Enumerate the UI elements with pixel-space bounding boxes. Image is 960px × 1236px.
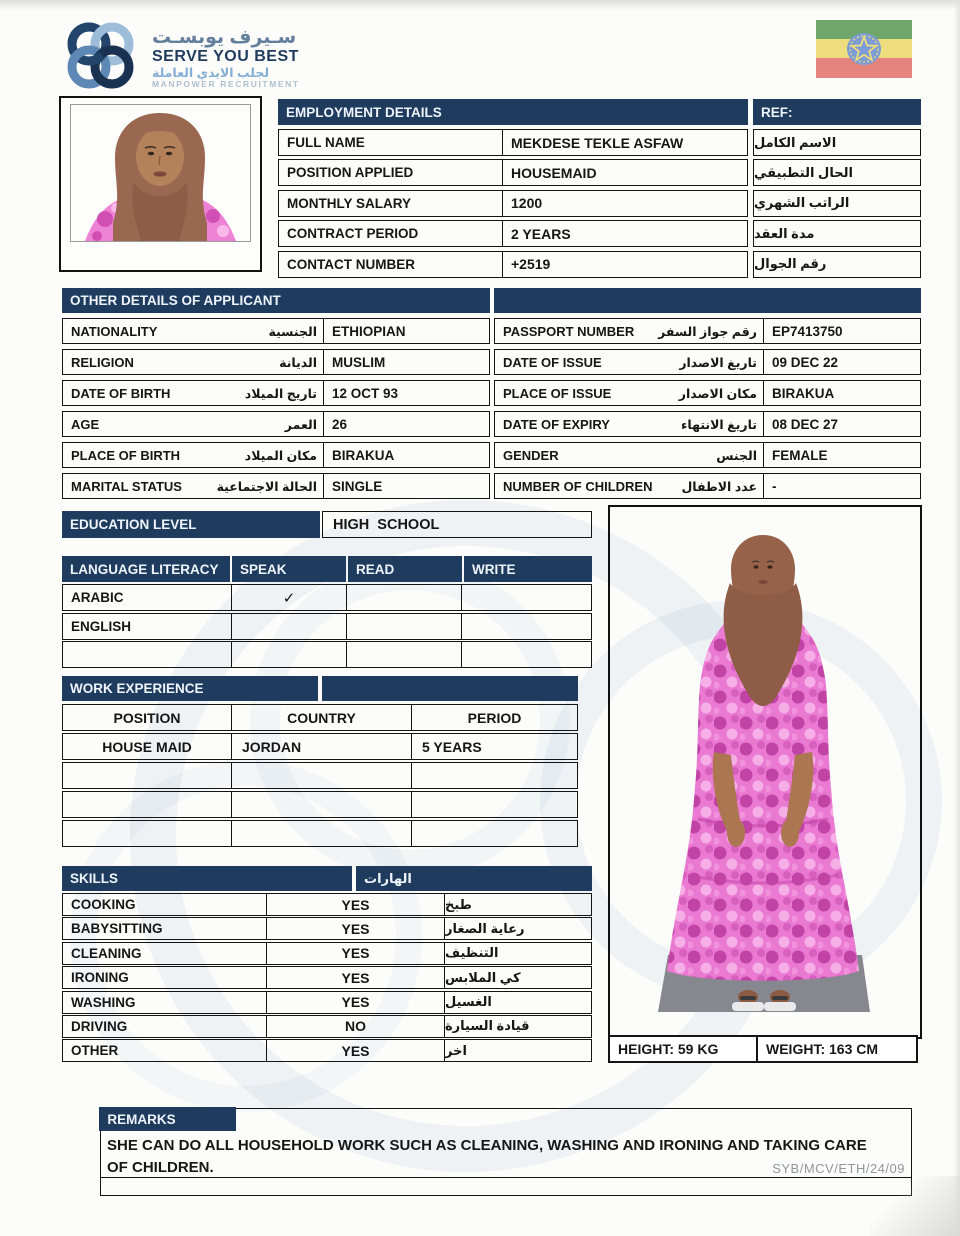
- skill-label: COOKING: [62, 893, 267, 916]
- agency-logo-text: [152, 27, 300, 90]
- agency-name-arabic: سـيرف يوبسـت: [152, 27, 297, 49]
- column-header: LANGUAGE LITERACY: [62, 556, 230, 582]
- table-row: [278, 159, 921, 186]
- table-row: [62, 411, 490, 437]
- skills-header: [62, 866, 592, 891]
- field-label: MONTHLY SALARY: [278, 190, 503, 217]
- speak-cell: ✓: [232, 584, 347, 611]
- country-cell: [232, 820, 412, 847]
- column-header: READ: [348, 556, 462, 582]
- employment-details-title: EMPLOYMENT DETAILS: [278, 99, 748, 125]
- field-value: BIRAKUA: [324, 442, 490, 468]
- position-cell: [62, 762, 232, 789]
- field-label-cell: [62, 380, 324, 406]
- field-label: PLACE OF BIRTH: [71, 447, 181, 463]
- skill-value: YES: [267, 917, 445, 940]
- speak-cell: [232, 641, 347, 668]
- ref-label: REF:: [753, 99, 921, 125]
- table-row: [62, 318, 490, 344]
- table-row: [62, 380, 490, 406]
- applicant-full-body-photo: [608, 505, 922, 1039]
- skill-label: OTHER: [62, 1039, 267, 1062]
- table-row: [278, 220, 921, 247]
- skill-label: CLEANING: [62, 942, 267, 965]
- work-experience-title: WORK EXPERIENCE: [62, 676, 318, 701]
- skill-label: DRIVING: [62, 1015, 267, 1038]
- field-label-arabic: العمر: [284, 417, 317, 432]
- remarks-section: [100, 1108, 912, 1196]
- remarks-text: SHE CAN DO ALL HOUSEHOLD WORK SUCH AS CLEANING, WASHING AND IRONING AND TAKING CARE OF CHILDREN.: [107, 1137, 867, 1176]
- work-experience-table: [62, 704, 578, 849]
- table-row: [494, 318, 921, 344]
- field-label-arabic: الاسم الكامل: [753, 129, 921, 156]
- skills-table: [62, 893, 592, 1064]
- language-name: ENGLISH: [62, 613, 232, 640]
- work-experience-header: [62, 676, 578, 701]
- scan-top-shade: [0, 0, 960, 10]
- country-cell: JORDAN: [232, 733, 412, 760]
- table-row: [62, 762, 578, 789]
- skill-value: NO: [267, 1015, 445, 1038]
- document-ref-code: SYB/MCV/ETH/24/09: [772, 1161, 905, 1176]
- field-value: 1200: [503, 190, 748, 217]
- skill-label-arabic: كي الملابس: [445, 966, 592, 989]
- field-label: CONTRACT PERIOD: [278, 220, 503, 247]
- field-value: -: [764, 473, 921, 499]
- field-label-cell: [494, 473, 764, 499]
- scan-corner-shade: [870, 1176, 960, 1236]
- field-value: MEKDESE TEKLE ASFAW: [503, 129, 748, 156]
- table-row: [62, 966, 592, 989]
- field-label-cell: [494, 442, 764, 468]
- position-cell: [62, 820, 232, 847]
- period-cell: [412, 762, 578, 789]
- field-label-arabic: الراتب الشهري: [753, 190, 921, 217]
- field-label-cell: [494, 380, 764, 406]
- scan-right-shade: [953, 0, 960, 1236]
- field-label: RELIGION: [71, 354, 134, 370]
- field-value: 2 YEARS: [503, 220, 748, 247]
- table-row: [62, 349, 490, 375]
- table-row: [62, 893, 592, 916]
- agency-logo: [56, 12, 300, 105]
- agency-tagline-arabic: لجلب الايدي العاملة: [152, 66, 270, 81]
- field-label: DATE OF EXPIRY: [503, 416, 610, 432]
- field-label-arabic: مكان الميلاد: [244, 448, 317, 463]
- agency-name-english: SERVE YOU BEST: [152, 48, 299, 66]
- country-cell: [232, 791, 412, 818]
- table-row: [62, 1015, 592, 1038]
- field-value: ETHIOPIAN: [324, 318, 490, 344]
- field-label: AGE: [71, 416, 100, 432]
- field-label-cell: [494, 349, 764, 375]
- table-row: [62, 584, 592, 611]
- language-name: [62, 641, 232, 668]
- column-header: COUNTRY: [232, 704, 412, 731]
- table-row: [494, 349, 921, 375]
- field-label-arabic: الحالة الاجتماعية: [216, 479, 317, 494]
- table-row: [278, 190, 921, 217]
- write-cell: [462, 613, 592, 640]
- field-label: FULL NAME: [278, 129, 503, 156]
- position-cell: HOUSE MAID: [62, 733, 232, 760]
- field-label-cell: [62, 411, 324, 437]
- skill-label-arabic: قيادة السيارة: [445, 1015, 592, 1038]
- applicant-passport-photo-frame: [59, 96, 262, 272]
- field-label-arabic: رقم الجوال: [753, 251, 921, 278]
- field-label-cell: [494, 411, 764, 437]
- height-value: HEIGHT: 59 KG: [608, 1035, 758, 1063]
- field-value: EP7413750: [764, 318, 921, 344]
- field-label-cell: [62, 349, 324, 375]
- field-label-arabic: الجنسية: [268, 324, 317, 339]
- skill-label: IRONING: [62, 966, 267, 989]
- table-row: [62, 733, 578, 760]
- skill-value: YES: [267, 893, 445, 916]
- table-row: [62, 442, 490, 468]
- skill-value: YES: [267, 942, 445, 965]
- field-label-cell: [62, 318, 324, 344]
- field-label: MARITAL STATUS: [71, 478, 182, 494]
- field-value: 09 DEC 22: [764, 349, 921, 375]
- table-row: [62, 917, 592, 940]
- field-label: NUMBER OF CHILDREN: [503, 478, 653, 494]
- field-value: SINGLE: [324, 473, 490, 499]
- column-header: WRITE: [464, 556, 592, 582]
- period-cell: [412, 820, 578, 847]
- field-label: GENDER: [503, 447, 559, 463]
- table-row: [494, 473, 921, 499]
- language-literacy-header: [62, 556, 592, 582]
- field-label-cell: [494, 318, 764, 344]
- skill-label: BABYSITTING: [62, 917, 267, 940]
- write-cell: [462, 584, 592, 611]
- skills-title-arabic: الهارات: [356, 866, 592, 891]
- skill-value: YES: [267, 991, 445, 1014]
- skill-label-arabic: الغسيل: [445, 991, 592, 1014]
- skill-label-arabic: طبخ: [445, 893, 592, 916]
- field-label-arabic: مكان الاصدار: [678, 386, 757, 401]
- weight-value: WEIGHT: 163 CM: [758, 1035, 918, 1063]
- field-label-cell: [62, 442, 324, 468]
- table-row: [62, 942, 592, 965]
- field-value: +2519: [503, 251, 748, 278]
- table-row: [278, 251, 921, 278]
- education-level-value: HIGH SCHOOL: [322, 511, 592, 538]
- language-literacy-table: [62, 584, 592, 670]
- remarks-title: REMARKS: [99, 1107, 236, 1131]
- field-label: POSITION APPLIED: [278, 159, 503, 186]
- other-details-title: OTHER DETAILS OF APPLICANT: [62, 288, 490, 313]
- field-value: BIRAKUA: [764, 380, 921, 406]
- other-details-left-table: [62, 318, 490, 504]
- skill-label-arabic: التنظيف: [445, 942, 592, 965]
- field-label-cell: [62, 473, 324, 499]
- field-label-arabic: مدة العقد: [753, 220, 921, 247]
- field-value: 12 OCT 93: [324, 380, 490, 406]
- field-value: HOUSEMAID: [503, 159, 748, 186]
- table-header-row: [62, 704, 578, 731]
- field-label: PASSPORT NUMBER: [503, 323, 635, 339]
- column-header: PERIOD: [412, 704, 578, 731]
- country-cell: [232, 762, 412, 789]
- skill-value: YES: [267, 1039, 445, 1062]
- period-cell: [412, 791, 578, 818]
- field-label: DATE OF BIRTH: [71, 385, 171, 401]
- remarks-divider: [101, 1177, 911, 1178]
- applicant-passport-photo: [70, 104, 251, 242]
- field-label-arabic: الديانة: [279, 355, 317, 370]
- table-row: [494, 380, 921, 406]
- field-label-arabic: عدد الاطفال: [681, 479, 757, 494]
- skill-label-arabic: اخر: [445, 1039, 592, 1062]
- position-cell: [62, 791, 232, 818]
- work-experience-header-fill: [322, 676, 578, 701]
- field-label: PLACE OF ISSUE: [503, 385, 612, 401]
- read-cell: [347, 641, 462, 668]
- table-row: [494, 411, 921, 437]
- table-row: [62, 613, 592, 640]
- field-label: CONTACT NUMBER: [278, 251, 503, 278]
- read-cell: [347, 613, 462, 640]
- table-row: [62, 1039, 592, 1062]
- skill-label-arabic: رعاية الصغار: [445, 917, 592, 940]
- table-row: [494, 442, 921, 468]
- write-cell: [462, 641, 592, 668]
- table-row: [278, 129, 921, 156]
- agency-tagline-english: MANPOWER RECRUITMENT: [152, 79, 300, 90]
- skill-value: YES: [267, 966, 445, 989]
- employment-details-header: [278, 99, 921, 125]
- field-label: DATE OF ISSUE: [503, 354, 602, 370]
- field-label-arabic: تاريغ الانتهاء: [680, 417, 757, 432]
- language-name: ARABIC: [62, 584, 232, 611]
- column-header: SPEAK: [232, 556, 346, 582]
- field-label-arabic: الجنس: [716, 448, 757, 463]
- field-label-arabic: تاريج الميلاد: [244, 386, 317, 401]
- field-value: MUSLIM: [324, 349, 490, 375]
- period-cell: 5 YEARS: [412, 733, 578, 760]
- column-header: POSITION: [62, 704, 232, 731]
- speak-cell: [232, 613, 347, 640]
- table-row: [62, 791, 578, 818]
- education-level-label: EDUCATION LEVEL: [62, 511, 320, 538]
- employment-details-table: [278, 129, 921, 281]
- other-details-header-fill: [494, 288, 921, 313]
- field-value: FEMALE: [764, 442, 921, 468]
- field-label-arabic: الحال التطبيقي: [753, 159, 921, 186]
- field-label-arabic: رقم جواز السفر: [658, 324, 757, 339]
- ethiopia-flag-icon: [816, 20, 912, 83]
- skills-title: SKILLS: [62, 866, 352, 891]
- other-details-header: [62, 288, 921, 313]
- other-details-right-table: [494, 318, 921, 504]
- table-row: [62, 820, 578, 847]
- field-value: 26: [324, 411, 490, 437]
- table-row: [62, 641, 592, 668]
- table-row: [62, 473, 490, 499]
- field-label-arabic: تاريغ الاصدار: [679, 355, 757, 370]
- read-cell: [347, 584, 462, 611]
- physique-row: [608, 1035, 918, 1063]
- knot-logo-icon: [56, 12, 144, 105]
- skill-label: WASHING: [62, 991, 267, 1014]
- field-value: 08 DEC 27: [764, 411, 921, 437]
- table-row: [62, 991, 592, 1014]
- field-label: NATIONALITY: [71, 323, 158, 339]
